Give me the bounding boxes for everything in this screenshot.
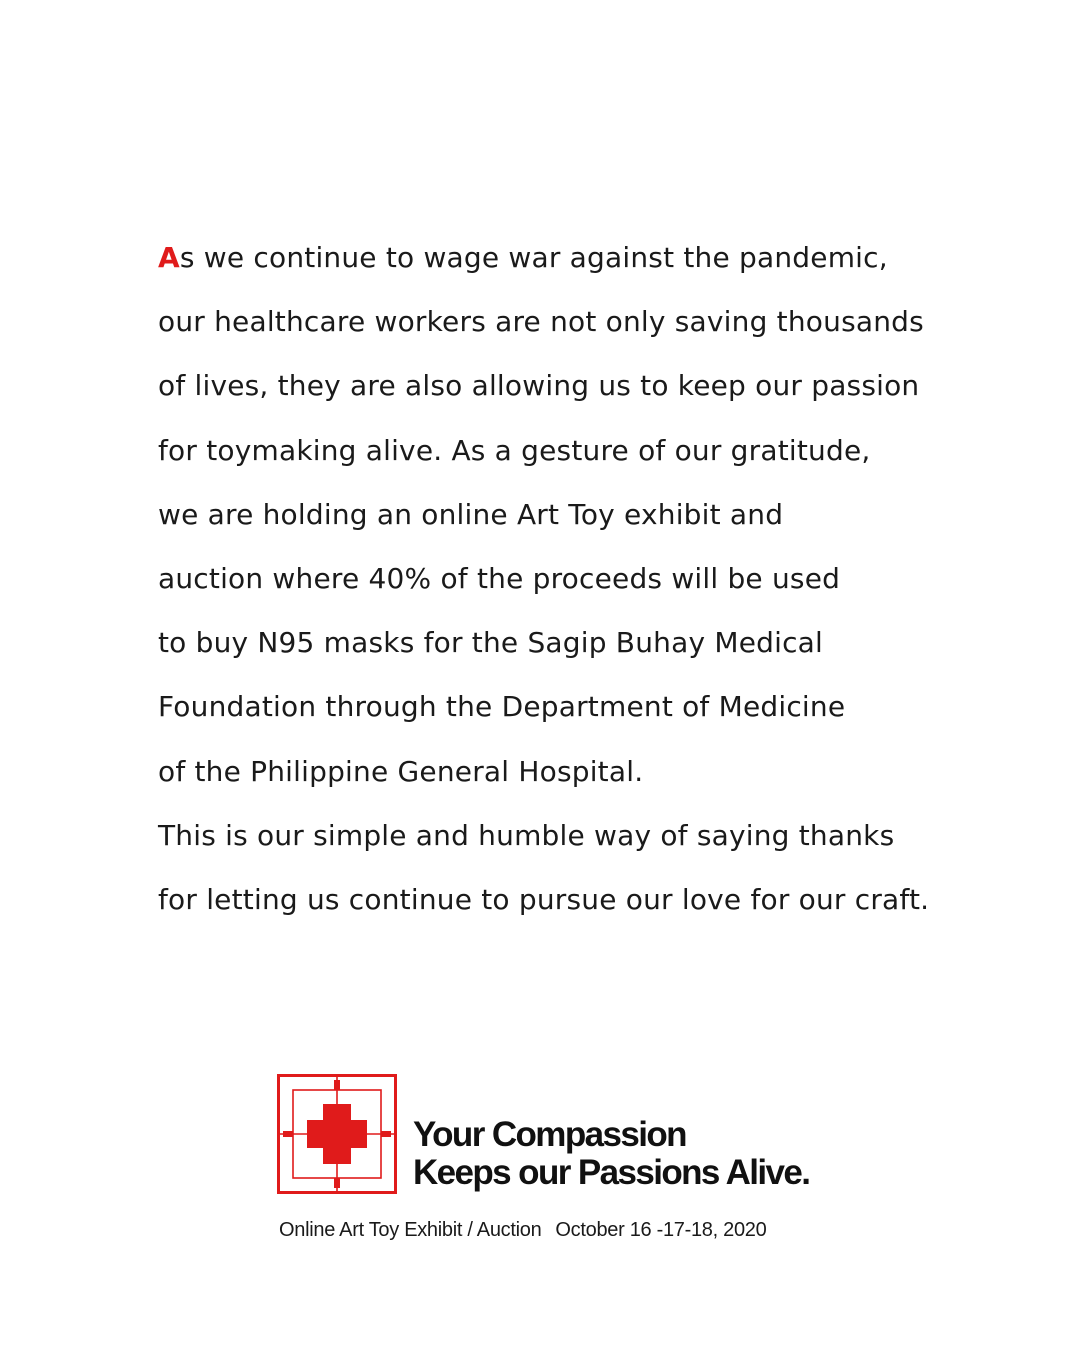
tagline-line-2: Keeps our Passions Alive. (413, 1153, 810, 1192)
message-line-1 (158, 226, 1018, 290)
event-details (279, 1216, 839, 1244)
event-dates: October 16 -17-18, 2020 (555, 1219, 767, 1241)
message-line-5: we are holding an online Art Toy exhibit and (158, 497, 784, 531)
campaign-logo (277, 1074, 837, 1196)
message-line-2: our healthcare workers are not only saving thousands (158, 305, 924, 339)
tagline-line-1: Your Compassion (413, 1115, 686, 1154)
event-title: Online Art Toy Exhibit / Auction (279, 1219, 542, 1241)
message-line-1-rest: s we continue to wage war against the pandemic, (179, 241, 888, 274)
message-line-7: to buy N95 masks for the Sagip Buhay Medical (158, 626, 824, 660)
message-line-11: for letting us continue to pursue our love for our craft. (158, 882, 930, 916)
message-line-8: Foundation through the Department of Medicine (158, 690, 846, 724)
campaign-tagline (413, 1116, 809, 1192)
message-line-3: of lives, they are also allowing us to keep our passion (158, 369, 920, 403)
message-line-4: for toymaking alive. As a gesture of our gratitude, (158, 433, 871, 467)
message-line-6: auction where 40% of the proceeds will be used (158, 561, 841, 595)
red-cross-sprue-icon (277, 1074, 397, 1194)
message-line-10: This is our simple and humble way of saying thanks (158, 818, 895, 852)
message-paragraph (158, 226, 1018, 932)
message-line-9: of the Philippine General Hospital. (158, 754, 644, 788)
drop-letter: A (158, 241, 180, 274)
